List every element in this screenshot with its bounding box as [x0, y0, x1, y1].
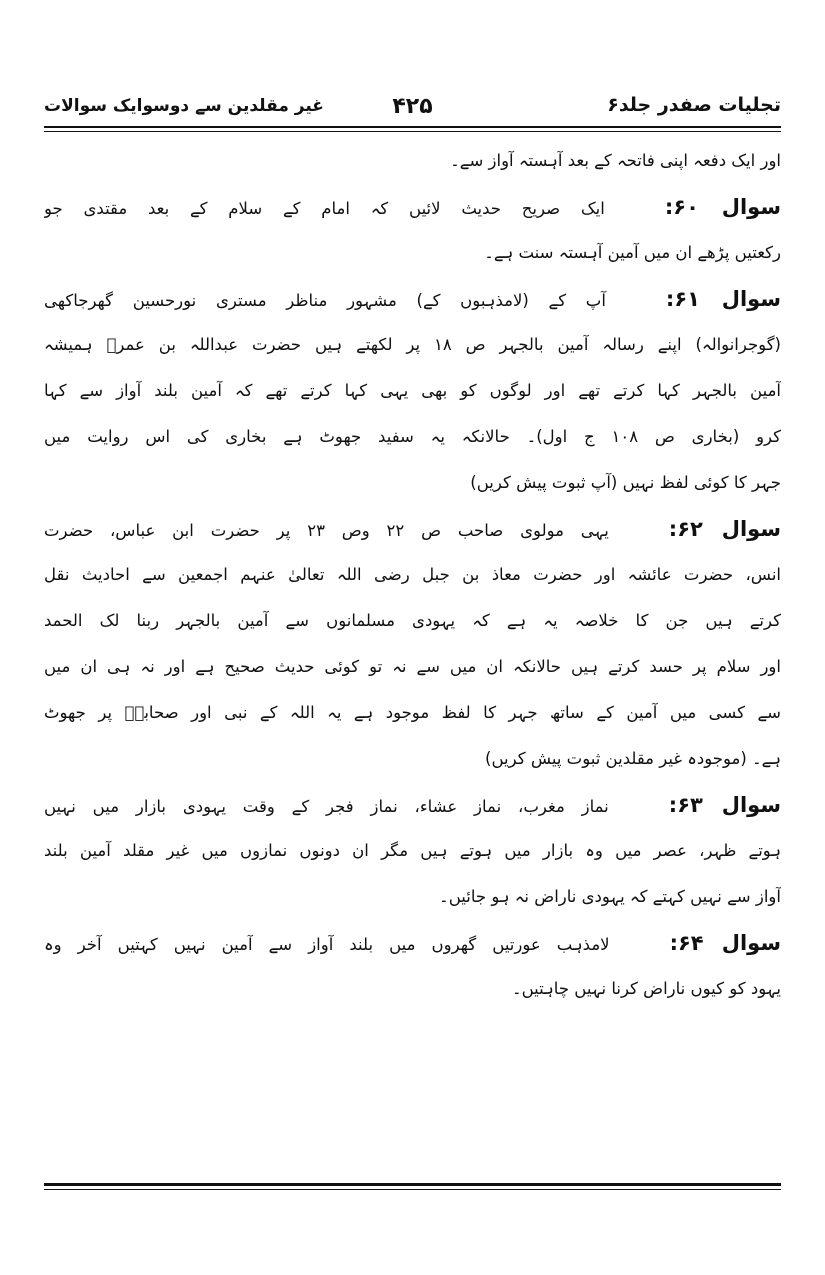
- line-text: کرتے ہیں جن کا خلاصہ یہ ہے کہ یہودی مسلمانوں سے آمین بالجہر ربنا لک الحمد: [44, 611, 781, 630]
- question-label: سوال ۶۱:: [665, 287, 781, 311]
- footer-rule-thin: [44, 1189, 781, 1190]
- line-text: کرو (بخاری ص ۱۰۸ ج اول)۔ حالانکہ یہ سفید جھوٹ ہے بخاری کی اس روایت میں: [44, 427, 781, 446]
- line-text: یہی مولوی صاحب ص ۲۲ وص ۲۳ پر حضرت ابن عباس، حضرت: [44, 521, 609, 540]
- header-rule-thin: [44, 131, 781, 132]
- question-line: [44, 790, 781, 820]
- text-line: [44, 698, 781, 728]
- text-line: [44, 744, 781, 774]
- chapter-title: غیر مقلدین سے دوسوایک سوالات: [44, 96, 324, 116]
- text-line: [44, 606, 781, 636]
- text-line: [44, 330, 781, 360]
- text-line: [44, 974, 781, 1004]
- line-text: آمین بالجہر کہا کرتے تھے اور لوگوں کو بھی یہی کہا کرتے تھے کہ آمین بلند آواز سے کہا: [44, 381, 781, 400]
- page-number: ۴۲۵: [392, 94, 433, 119]
- text-line: [44, 146, 781, 176]
- line-text: جہر کا کوئی لفظ نہیں (آپ ثبوت پیش کریں): [470, 473, 781, 492]
- question-label: سوال ۶۳:: [668, 793, 781, 817]
- book-title: تجلیات صفدر جلد۶: [607, 94, 781, 116]
- text-line: [44, 468, 781, 498]
- text-line: [44, 652, 781, 682]
- question-label: سوال ۶۰:: [664, 195, 781, 219]
- running-header: [44, 92, 781, 126]
- header-rule: [44, 126, 781, 128]
- line-text: اور سلام پر حسد کرتے ہیں حالانکہ ان میں سے نہ تو کوئی حدیث صحیح ہے اور نہ ہی ان میں: [44, 657, 781, 676]
- question-line: [44, 284, 781, 314]
- line-text: یہود کو کیوں ناراض کرنا نہیں چاہتیں۔: [511, 979, 781, 998]
- line-text: ایک صریح حدیث لائیں کہ امام کے سلام کے بعد مقتدی جو: [44, 199, 605, 218]
- text-line: [44, 560, 781, 590]
- line-text: سے کسی میں آمین کے ساتھ جہر کا لفظ موجود ہے یہ اللہ کے نبی اور صحابہؓ پر جھوٹ: [44, 703, 781, 722]
- question-line: [44, 192, 781, 222]
- question-label: سوال ۶۴:: [669, 931, 781, 955]
- line-text: انس، حضرت عائشہ اور حضرت معاذ بن جبل رضی اللہ تعالیٰ عنہم اجمعین سے احادیث نقل: [44, 565, 781, 584]
- text-line: [44, 376, 781, 406]
- line-text: اور ایک دفعہ اپنی فاتحہ کے بعد آہستہ آواز سے۔: [450, 151, 781, 170]
- question-line: [44, 514, 781, 544]
- line-text: آپ کے (لامذہبوں کے) مشہور مناظر مستری نورحسین گھرجاکھی: [44, 291, 606, 310]
- line-text: ہوتے ظہر، عصر میں وہ بازار میں ہوتے ہیں مگر ان دونوں نمازوں میں غیر مقلد آمین بلند: [44, 841, 781, 860]
- line-text: (گوجرانوالہ) اپنے رسالہ آمین بالجہر ص ۱۸ پر لکھتے ہیں حضرت عبداللہ بن عمرؓ ہمیشہ: [44, 335, 781, 354]
- text-line: [44, 882, 781, 912]
- text-line: [44, 836, 781, 866]
- text-line: [44, 238, 781, 268]
- footer-rule: [44, 1183, 781, 1186]
- line-text: رکعتیں پڑھے ان میں آمین آہستہ سنت ہے۔: [484, 243, 781, 262]
- line-text: ہے۔ (موجودہ غیر مقلدین ثبوت پیش کریں): [485, 749, 781, 768]
- line-text: نماز مغرب، نماز عشاء، نماز فجر کے وقت یہودی بازار میں نہیں: [44, 797, 609, 816]
- text-line: [44, 422, 781, 452]
- line-text: لامذہب عورتیں گھروں میں بلند آواز سے آمین نہیں کہتیں آخر وہ: [44, 935, 610, 954]
- line-text: آواز سے نہیں کہتے کہ یہودی ناراض نہ ہو جائیں۔: [439, 887, 781, 906]
- question-line: [44, 928, 781, 958]
- question-label: سوال ۶۲:: [668, 517, 781, 541]
